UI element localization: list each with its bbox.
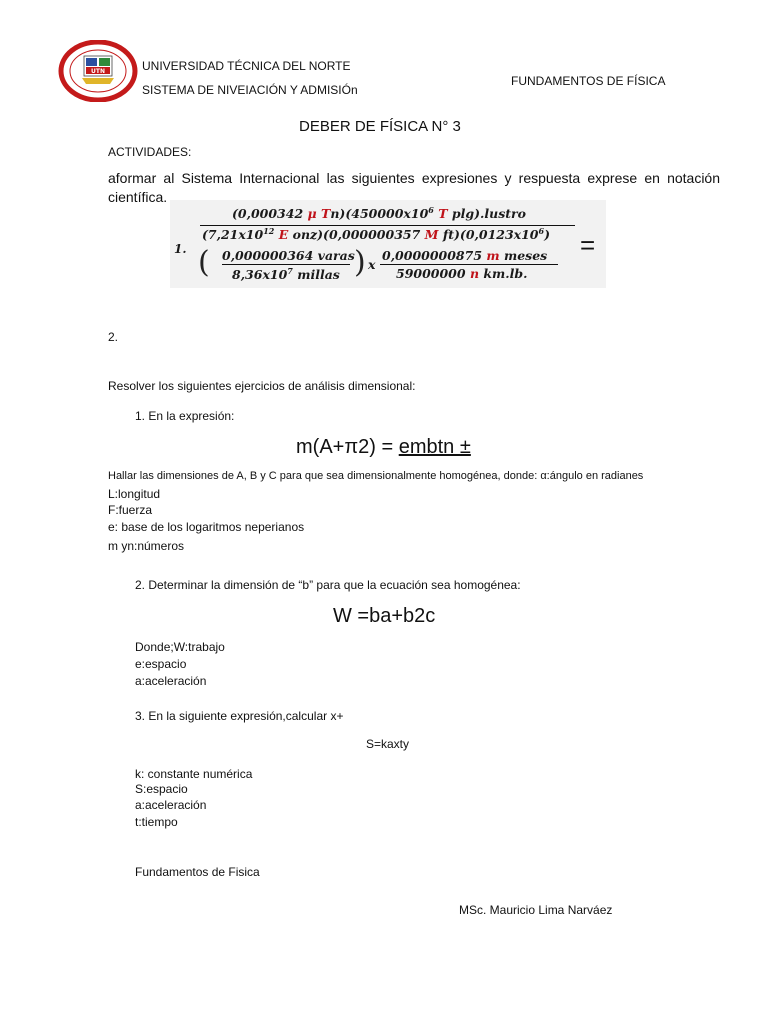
footer-course: Fundamentos de Fisica xyxy=(135,865,260,879)
university-name: UNIVERSIDAD TÉCNICA DEL NORTE xyxy=(142,59,351,73)
ex3-def: t:tiempo xyxy=(135,815,178,829)
ex2-heading: 2. Determinar la dimensión de “b” para que la ecuación sea homogénea: xyxy=(135,578,521,592)
frac2-denominator: 59000000 n km.lb. xyxy=(396,266,528,281)
item-2-label: 2. xyxy=(108,330,119,344)
system-name: SISTEMA DE NIVEIACIÓN Y ADMISIÓn xyxy=(142,83,358,97)
ex2-def: Donde;W:trabajo xyxy=(135,640,225,654)
intro-paragraph: aformar al Sistema Internacional las siguientes expresiones y respuesta exprese en notación científica. xyxy=(108,170,720,205)
frac1-denominator: $8,36x10^7$ millas xyxy=(232,266,340,283)
right-paren-1: ) xyxy=(354,245,366,280)
formula-top-line: (0,000342 μ $Tn)(450000x10^6$ T plg).lustro xyxy=(232,205,526,222)
left-paren-1: ( xyxy=(198,245,210,280)
ex1-def: F:fuerza xyxy=(108,503,153,517)
ex3-equation: S=kaxty xyxy=(366,737,410,751)
ex1-description: Hallar las dimensiones de A, B y C para que sea dimensionalmente homogénea, donde: α:ángulo en radianes xyxy=(108,470,644,482)
footer-author: MSc. Mauricio Lima Narváez xyxy=(459,903,613,917)
ex1-def: m yn:números xyxy=(108,539,185,553)
ex3-def: k: constante numérica xyxy=(135,767,253,781)
activities-label: ACTIVIDADES: xyxy=(108,145,192,159)
ex1-heading: 1. En la expresión: xyxy=(135,409,235,423)
ex2-def: e:espacio xyxy=(135,657,187,671)
course-name: FUNDAMENTOS DE FÍSICA xyxy=(511,74,666,88)
ex2-def: a:aceleración xyxy=(135,674,207,688)
ex1-equation: m(A+π2) = embtn ± xyxy=(296,436,471,458)
ex1-def: e: base de los logaritmos neperianos xyxy=(108,520,305,534)
equals-sign: = xyxy=(580,230,596,260)
resolve-heading: Resolver los siguientes ejercicios de análisis dimensional: xyxy=(108,379,416,393)
frac2-bar xyxy=(380,264,558,265)
formula-number: 1. xyxy=(174,242,187,256)
ex1-def: L:longitud xyxy=(108,487,161,501)
times-sign: x xyxy=(368,257,376,272)
university-logo xyxy=(58,40,138,102)
frac1-bar xyxy=(222,264,350,265)
ex3-heading: 3. En la siguiente expresión,calcular x+ xyxy=(135,709,344,723)
formula-mid-line: ($7,21x10^{12}$ E onz)(0,000000357 M $ft)(0,0123x10^6)$ xyxy=(202,226,551,243)
page-title: DEBER DE FÍSICA N° 3 xyxy=(299,118,461,135)
ex3-def: a:aceleración xyxy=(135,798,207,812)
ex2-equation: W =ba+b2c xyxy=(333,605,436,627)
formula-1-image xyxy=(170,200,606,288)
svg-text:UTN: UTN xyxy=(91,68,105,75)
ex3-def: S:espacio xyxy=(135,782,188,796)
frac2-numerator: 0,0000000875 m meses xyxy=(382,248,548,263)
frac1-numerator: 0,000000364 varas xyxy=(222,248,355,263)
